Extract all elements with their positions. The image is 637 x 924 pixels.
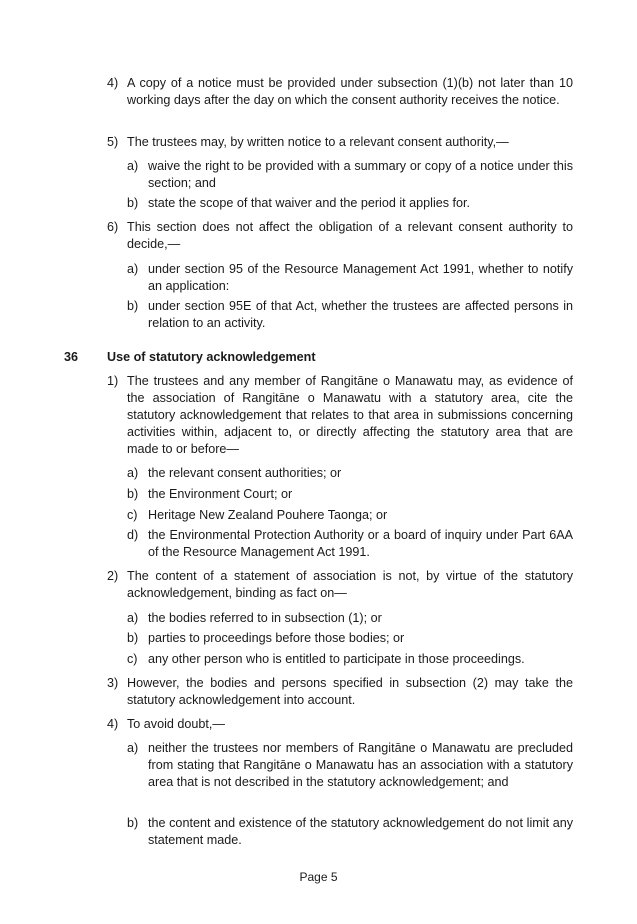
paragraph-text: The content of a statement of association is not, by virtue of the statutory acknowledgement, binding as fact on— <box>127 569 573 600</box>
paragraph-text: The trustees may, by written notice to a relevant consent authority,— <box>127 135 509 149</box>
subparagraph-letter: a) <box>127 611 139 625</box>
subparagraph-text: the relevant consent authorities; or <box>148 466 342 480</box>
paragraph-number: 2) <box>107 569 119 583</box>
subparagraph-letter: a) <box>127 466 139 480</box>
subparagraph-letter: b) <box>127 299 139 313</box>
paragraph-number: 3) <box>107 676 119 690</box>
paragraph-text: However, the bodies and persons specified in subsection (2) may take the statutory acknowledgement into account. <box>127 676 573 707</box>
subparagraph-letter: b) <box>127 631 139 645</box>
subparagraph-text: any other person who is entitled to participate in those proceedings. <box>148 652 525 666</box>
subparagraph-letter: b) <box>127 196 139 210</box>
subparagraph-text: waive the right to be provided with a summary or copy of a notice under this section; and <box>148 159 573 190</box>
subparagraph-text: the bodies referred to in subsection (1); or <box>148 611 382 625</box>
subparagraph-text: parties to proceedings before those bodies; or <box>148 631 405 645</box>
paragraph-text: This section does not affect the obligation of a relevant consent authority to decide,— <box>127 220 573 251</box>
paragraph-text: To avoid doubt,— <box>127 717 226 731</box>
subparagraph-text: the Environment Court; or <box>148 487 293 501</box>
subparagraph-letter: d) <box>127 528 139 542</box>
subparagraph-text: the Environmental Protection Authority or a board of inquiry under Part 6AA of the Resource Management Act 1991. <box>148 528 573 559</box>
paragraph-text: A copy of a notice must be provided under subsection (1)(b) not later than 10 working days after the day on which the consent authority receives the notice. <box>127 76 573 107</box>
paragraph-number: 4) <box>107 76 119 90</box>
subparagraph-letter: b) <box>127 816 139 830</box>
subparagraph-text: Heritage New Zealand Pouhere Taonga; or <box>148 508 388 522</box>
paragraph-number: 5) <box>107 135 119 149</box>
section-number: 36 <box>64 350 79 364</box>
section-title: Use of statutory acknowledgement <box>107 350 316 364</box>
subparagraph-text: under section 95 of the Resource Management Act 1991, whether to notify an application: <box>148 262 573 293</box>
subparagraph-letter: a) <box>127 741 139 755</box>
subparagraph-text: state the scope of that waiver and the period it applies for. <box>148 196 471 210</box>
paragraph-text: The trustees and any member of Rangitāne o Manawatu may, as evidence of the association of Rangitāne o Manawatu with a statutory area, cite the statutory acknowledgement that relates to that area in submissions concerning activities within, adjacent to, or directly affecting the statutory area that are made to or before— <box>127 374 573 456</box>
page-number: Page 5 <box>299 870 338 884</box>
subparagraph-letter: c) <box>127 508 138 522</box>
paragraph-number: 1) <box>107 374 119 388</box>
subparagraph-text: neither the trustees nor members of Rangitāne o Manawatu are precluded from stating that Rangitāne o Manawatu has an association with a statutory area that is not described in the statutory acknowledgement; and <box>148 741 573 789</box>
subparagraph-letter: c) <box>127 652 138 666</box>
subparagraph-letter: a) <box>127 159 139 173</box>
paragraph-number: 6) <box>107 220 119 234</box>
subparagraph-letter: a) <box>127 262 139 276</box>
subparagraph-letter: b) <box>127 487 139 501</box>
paragraph-number: 4) <box>107 717 119 731</box>
subparagraph-text: the content and existence of the statutory acknowledgement do not limit any statement made. <box>148 816 573 847</box>
subparagraph-text: under section 95E of that Act, whether the trustees are affected persons in relation to an activity. <box>148 299 573 330</box>
